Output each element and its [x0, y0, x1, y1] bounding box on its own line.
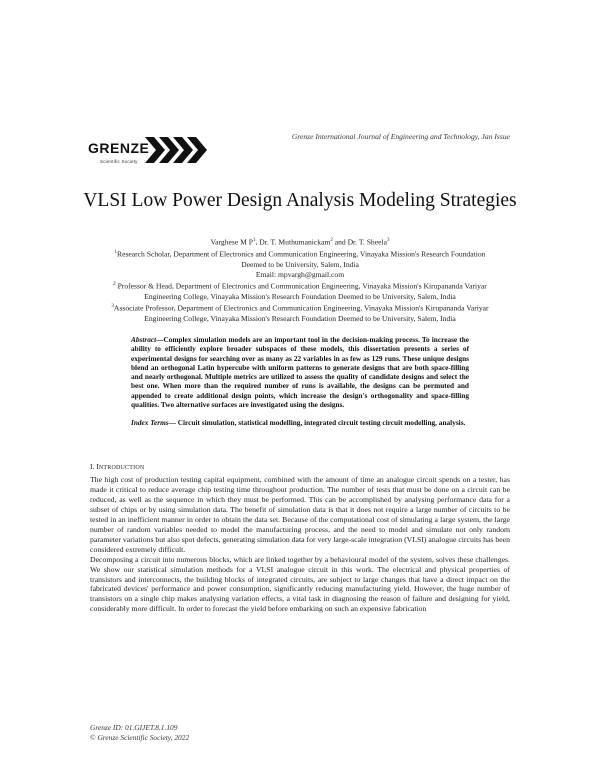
index-terms — [131, 418, 469, 427]
author-1: Varghese M P — [210, 237, 253, 247]
grenze-id: Grenze ID: 01.GIJET.8.1.109 — [90, 723, 178, 732]
author-email: Email: mpvargh@gmail.com — [255, 269, 345, 279]
chevron-arrows-icon — [145, 135, 215, 165]
affiliation-1: $^1$Research Scholar, Department of Electronics and Communication Engineering, Vinayaka Mission's Research Foundation — [114, 249, 486, 259]
logo-subtitle: Scientific Society — [100, 159, 138, 164]
copyright: © Grenze Scientific Society, 2022 — [90, 732, 190, 742]
author-line: Varghese M $P^1$, Dr. T. Muthumanickam$^2$ and Dr. T. Sheela$^3$ — [210, 237, 390, 247]
body-text — [90, 475, 510, 614]
section-heading-introduction: I. INTRODUCTION — [90, 462, 145, 471]
logo-text: GRENZE — [88, 140, 150, 156]
paragraph-1: The high cost of production testing capital equipment, combined with the amount of time an analogue circuit spends on a tester, has made it critical to reduce average chip testing time throughout production. The number of tests that must be done on a circuit can be reduced, as well as the sequence in which they must be performed. This can be accomplished by analysing performance data for a subset of chips or by using simulation data. The benefit of simulation data is that it does not require a large number of circuits to be tested in an inefficient manner in order to obtain the data set. Because of the computational cost of simulating a large system, the large number of random variables needed to model the manufacturing process, and the need to model and simulate not only random parameter variations but also spot defects, generating simulation data for very large-scale integration (VLSI) analogue circuits has been considered extremely difficult. — [90, 475, 510, 554]
page-footer — [90, 723, 189, 742]
index-terms-text: — Circuit simulation, statistical modelling, integrated circuit testing circuit modelling, analysis. — [168, 418, 466, 428]
publisher-logo — [88, 132, 218, 172]
abstract-text: —Complex simulation models are an important tool in the decision-making process. To increase the ability to efficiently explore broader subspaces of these models, this dissertation presents a series of experimental designs for searching over as many as 22 variables in as few as 129 runs. These unique designs blend an orthogonal Latin hypercube with uniform patterns to generate designs that are both space-filling and nearly orthogonal. Multiple metrics are utilized to assess the quality of candidate designs and select the best one. When more than the required number of runs is available, the designs can be permuted and appended to create additional design points, which increase the design's orthogonality and space-filling qualities. Two alternative surfaces are investigated using the designs. — [131, 335, 469, 410]
abstract — [131, 335, 469, 428]
author-block: Varghese M $P^1$, Dr. T. Muthumanickam$^2$ and Dr. T. Sheela$^3$ $^1$Research Scholar, Department of Electronics and Communication Engineering, Vinayaka Mission's Research Foundation Deemed to be University, Salem, India Email: mpvargh@gmail.com $^2$ Professor & Head, Department of Electronics and Communication Engineering, Vinayaka Mission's Kirupananda Variyar Engineering College, Vinayaka Mission's Research Foundation Deemed to be University, Salem, India $^3$Associate Professor, Department of Electronics and Communication Engineering, Vinayaka Mission's Kirupananda Variyar Engineering College, Vinayaka Mission's Research Foundation Deemed to be University, Salem, India — [60, 236, 540, 325]
paper-title: VLSI Low Power Design Analysis Modeling Strategies — [83, 190, 517, 211]
index-terms-label: Index Terms — [131, 418, 169, 428]
paragraph-2: Decomposing a circuit into numerous blocks, which are linked together by a behavioural model of the system, solves these challenges. We show our statistical simulation methods for a VLSI analogue circuit in this work. The electrical and physical properties of transistors and interconnects, the building blocks of integrated circuits, are subject to large changes that have a direct impact on the fabricated devices' performance and power consumption, significantly reducing manufacturing yield. However, the huge number of transistors on a single chip makes analysing variation effects, a vital task in diagnosing the reason of failure and designing for yield, considerably more difficult. In order to forecast the yield before embarking on such an expensive fabrication — [90, 554, 510, 614]
affiliation-3: $^3$Associate Professor, Department of Electronics and Communication Engineering, Vinayaka Mission's Kirupananda Variyar — [111, 303, 489, 313]
journal-name: Grenze International Journal of Engineering and Technology, Jan Issue — [291, 132, 510, 141]
abstract-paragraph — [131, 335, 469, 409]
author-2: , Dr. T. Muthumanickam — [255, 237, 331, 247]
abstract-label: Abstract — [131, 335, 157, 344]
author-3: and Dr. T. Sheela — [332, 237, 387, 247]
affiliation-2: $^2$ Professor & Head, Department of Electronics and Communication Engineering, Vinayaka Mission's Kirupananda Variyar — [113, 281, 487, 291]
